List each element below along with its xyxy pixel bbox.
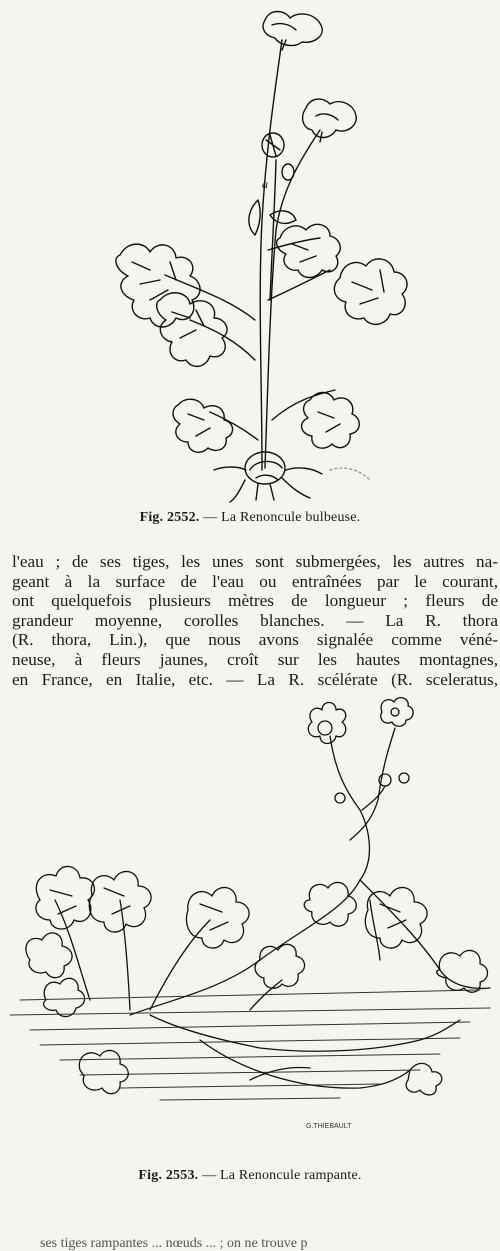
figure-caption-2552 (0, 510, 500, 526)
leaf-left (26, 866, 95, 1016)
figure-label: Fig. 2553. (138, 1168, 199, 1183)
body-line-5: (R. thora, Lin.), que nous avons signalée comme véné- (12, 630, 498, 650)
figure-caption-text: — La Renoncule bulbeuse. (203, 510, 361, 525)
leaf-center-left (89, 871, 151, 1010)
figure-renoncule-rampante-illustration (0, 670, 500, 1150)
figure-caption-2553 (0, 1168, 500, 1184)
leaf-left-middle (157, 293, 255, 367)
flower-right (381, 698, 413, 727)
body-line-1: l'eau ; de ses tiges, les unes sont submergées, les autres na- (12, 552, 498, 571)
flower-open (308, 703, 345, 744)
leaf-right-lower (272, 390, 359, 448)
body-line-2: geant à la surface de l'eau ou entraînées par le courant, (12, 571, 498, 591)
figure-annotation-a: a (262, 177, 268, 191)
figure-label: Fig. 2552. (139, 510, 200, 525)
flower-middle (303, 99, 357, 142)
body-line-4: grandeur moyenne, corolles blanches. — La R. thora (12, 610, 498, 630)
cut-off-text-line: ses tiges rampantes ... nœuds ... ; on ne trouve p (40, 1236, 308, 1251)
body-line-3: ont quelquefois plusieurs mètres de longueur ; fleurs de (12, 591, 498, 611)
flower-top (263, 12, 322, 51)
figure-renoncule-bulbeuse-illustration (0, 0, 500, 510)
body-paragraph (12, 552, 498, 689)
leaf-right (304, 882, 487, 992)
leaf-left-upper (116, 244, 255, 327)
illustrator-signature: G.THIEBAULT (306, 1123, 352, 1130)
figure-caption-text: — La Renoncule rampante. (202, 1168, 362, 1183)
bulb (214, 452, 322, 502)
ground-hatching (10, 990, 490, 1100)
body-line-7: en France, en Italie, etc. — La R. scélérate (R. sceleratus, (12, 669, 498, 689)
body-line-6: neuse, à fleurs jaunes, croît sur les hautes montagnes, (12, 649, 498, 669)
leaf-left-lower (173, 399, 258, 452)
leaf-center (150, 887, 305, 1010)
